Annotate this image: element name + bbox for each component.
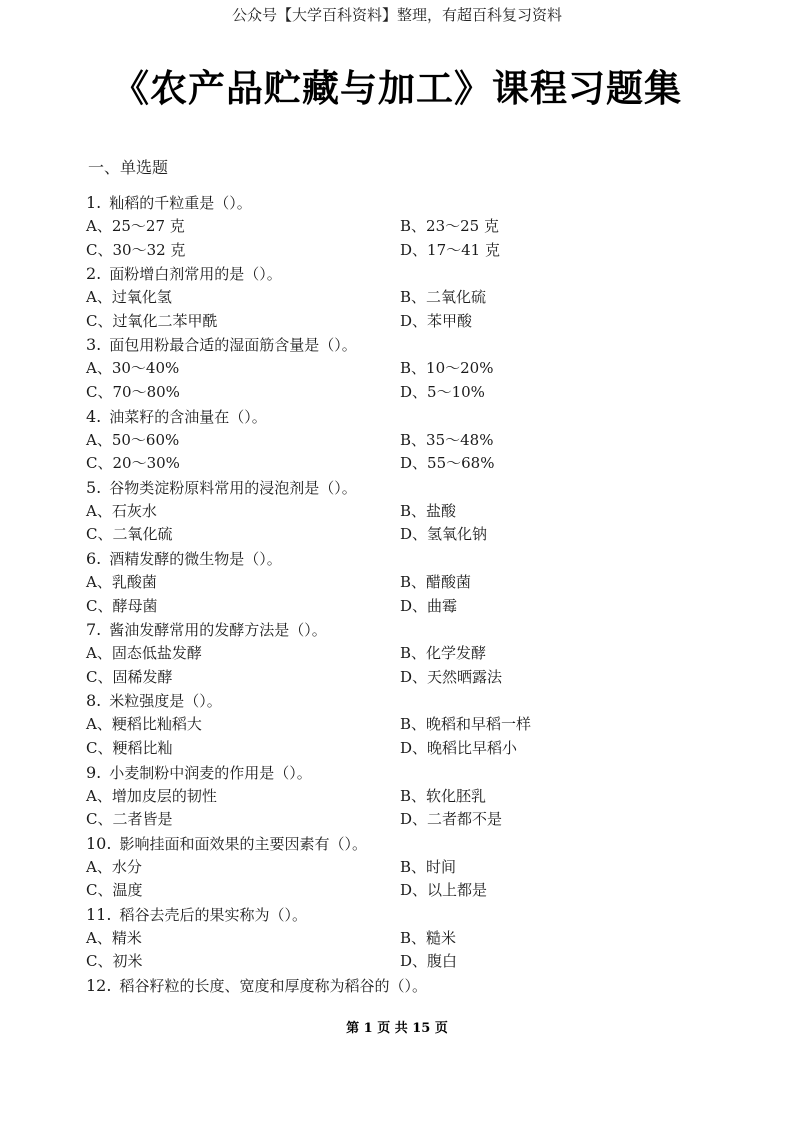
question-stem (86, 262, 726, 286)
option-b: B、化学发酵 (400, 644, 487, 663)
option-c: C、二氧化硫 (86, 525, 173, 544)
question-list (86, 191, 726, 998)
option-a: A、过氧化氢 (86, 288, 172, 307)
option-row (86, 785, 726, 809)
option-c: C、固稀发酵 (86, 667, 173, 686)
option-b: B、软化胚乳 (400, 786, 487, 805)
question-text: 籼稻的千粒重是（）。 (109, 194, 252, 212)
question-text: 酱油发酵常用的发酵方法是（）。 (109, 621, 327, 640)
option-c: C、70～80% (86, 382, 180, 401)
option-row (86, 429, 726, 453)
option-b: B、晚稻和早稻一样 (400, 715, 532, 734)
option-a: A、30～40% (86, 359, 180, 378)
question-number: 5. (86, 477, 102, 497)
option-row (86, 310, 726, 334)
question-stem (86, 832, 726, 856)
option-row (86, 500, 726, 524)
question-number: 10. (86, 833, 112, 853)
option-c: C、30～32 克 (86, 240, 186, 259)
question-text: 谷物类淀粉原料常用的浸泡剂是（）。 (109, 478, 357, 497)
question-stem (86, 547, 726, 571)
option-row (86, 571, 726, 595)
option-b: B、35～48% (400, 430, 494, 449)
question-text: 油菜籽的含油量在（）。 (109, 407, 267, 426)
option-d: D、苯甲酸 (400, 311, 473, 330)
question-number: 4. (86, 406, 102, 426)
option-d: D、二者都不是 (400, 810, 503, 829)
document-title: 《农产品贮藏与加工》课程习题集 (112, 66, 682, 110)
option-b: B、时间 (400, 857, 457, 876)
page-number: 第 1 页 共 15 页 (346, 1021, 448, 1036)
question-number: 8. (86, 691, 102, 711)
question-number: 3. (86, 335, 102, 355)
option-row (86, 286, 726, 310)
option-d: D、腹白 (400, 952, 458, 971)
option-a: A、石灰水 (86, 501, 157, 520)
question-stem (86, 333, 726, 357)
option-row (86, 950, 726, 974)
question-stem (86, 761, 726, 785)
option-d: D、55～68% (400, 454, 495, 473)
option-row (86, 713, 726, 737)
question-text: 小麦制粉中润麦的作用是（）。 (109, 763, 312, 782)
question-stem (86, 689, 726, 713)
option-d: D、晚稻比早稻小 (400, 738, 518, 757)
option-row (86, 737, 726, 761)
question-text: 面包用粉最合适的湿面筋含量是（）。 (109, 336, 357, 355)
option-a: A、25～27 克 (86, 217, 185, 235)
question-number: 1. (86, 193, 102, 212)
option-d: D、天然晒露法 (400, 667, 503, 686)
option-b: B、盐酸 (400, 501, 457, 520)
question-number: 11. (86, 904, 112, 924)
option-a: A、50～60% (86, 430, 180, 449)
question-stem (86, 903, 726, 927)
option-c: C、初米 (86, 952, 143, 971)
question-text: 稻谷去壳后的果实称为（）。 (119, 905, 307, 924)
option-a: A、乳酸菌 (86, 572, 157, 591)
option-a: A、粳稻比籼稻大 (86, 715, 202, 734)
option-row (86, 595, 726, 619)
option-row (86, 523, 726, 547)
question-stem (86, 618, 726, 642)
option-d: D、氢氧化钠 (400, 525, 488, 544)
question-text: 酒精发酵的微生物是（）。 (109, 549, 282, 568)
question-text: 面粉增白剂常用的是（）。 (109, 265, 282, 284)
option-row (86, 452, 726, 476)
option-row (86, 239, 726, 263)
option-d: D、以上都是 (400, 881, 488, 900)
question-number: 2. (86, 264, 102, 284)
option-d: D、5～10% (400, 382, 485, 401)
option-row (86, 856, 726, 880)
option-c: C、温度 (86, 881, 143, 900)
option-row (86, 927, 726, 951)
question-stem (86, 974, 726, 998)
option-a: A、精米 (86, 928, 142, 947)
question-text: 稻谷籽粒的长度、宽度和厚度称为稻谷的（）。 (119, 977, 427, 996)
question-stem (86, 191, 726, 215)
option-b: B、二氧化硫 (400, 288, 487, 307)
question-number: 6. (86, 548, 102, 568)
option-d: D、曲霉 (400, 596, 458, 615)
option-b: B、23～25 克 (400, 217, 499, 235)
question-number: 9. (86, 762, 102, 782)
option-b: B、醋酸菌 (400, 572, 472, 591)
question-stem (86, 476, 726, 500)
question-text: 米粒强度是（）。 (109, 692, 222, 711)
option-a: A、固态低盐发酵 (86, 644, 202, 663)
option-b: B、糙米 (400, 928, 457, 947)
section-heading: 一、单选题 (88, 158, 169, 177)
option-c: C、粳稻比籼 (86, 738, 173, 757)
option-row (86, 381, 726, 405)
option-row (86, 666, 726, 690)
option-a: A、增加皮层的韧性 (86, 786, 217, 805)
option-row (86, 215, 726, 239)
question-number: 12. (86, 976, 112, 996)
option-row (86, 879, 726, 903)
option-c: C、酵母菌 (86, 596, 158, 615)
option-row (86, 642, 726, 666)
option-c: C、二者皆是 (86, 810, 173, 829)
question-stem (86, 405, 726, 429)
question-number: 7. (86, 620, 102, 640)
option-c: C、过氧化二苯甲酰 (86, 311, 218, 330)
option-d: D、17～41 克 (400, 240, 500, 259)
option-row (86, 808, 726, 832)
option-a: A、水分 (86, 857, 142, 876)
header-note: 公众号【大学百科资料】整理，有超百科复习资料 (231, 6, 562, 24)
option-c: C、20～30% (86, 454, 180, 473)
option-b: B、10～20% (400, 359, 494, 378)
question-text: 影响挂面和面效果的主要因素有（）。 (119, 834, 367, 853)
option-row (86, 357, 726, 381)
